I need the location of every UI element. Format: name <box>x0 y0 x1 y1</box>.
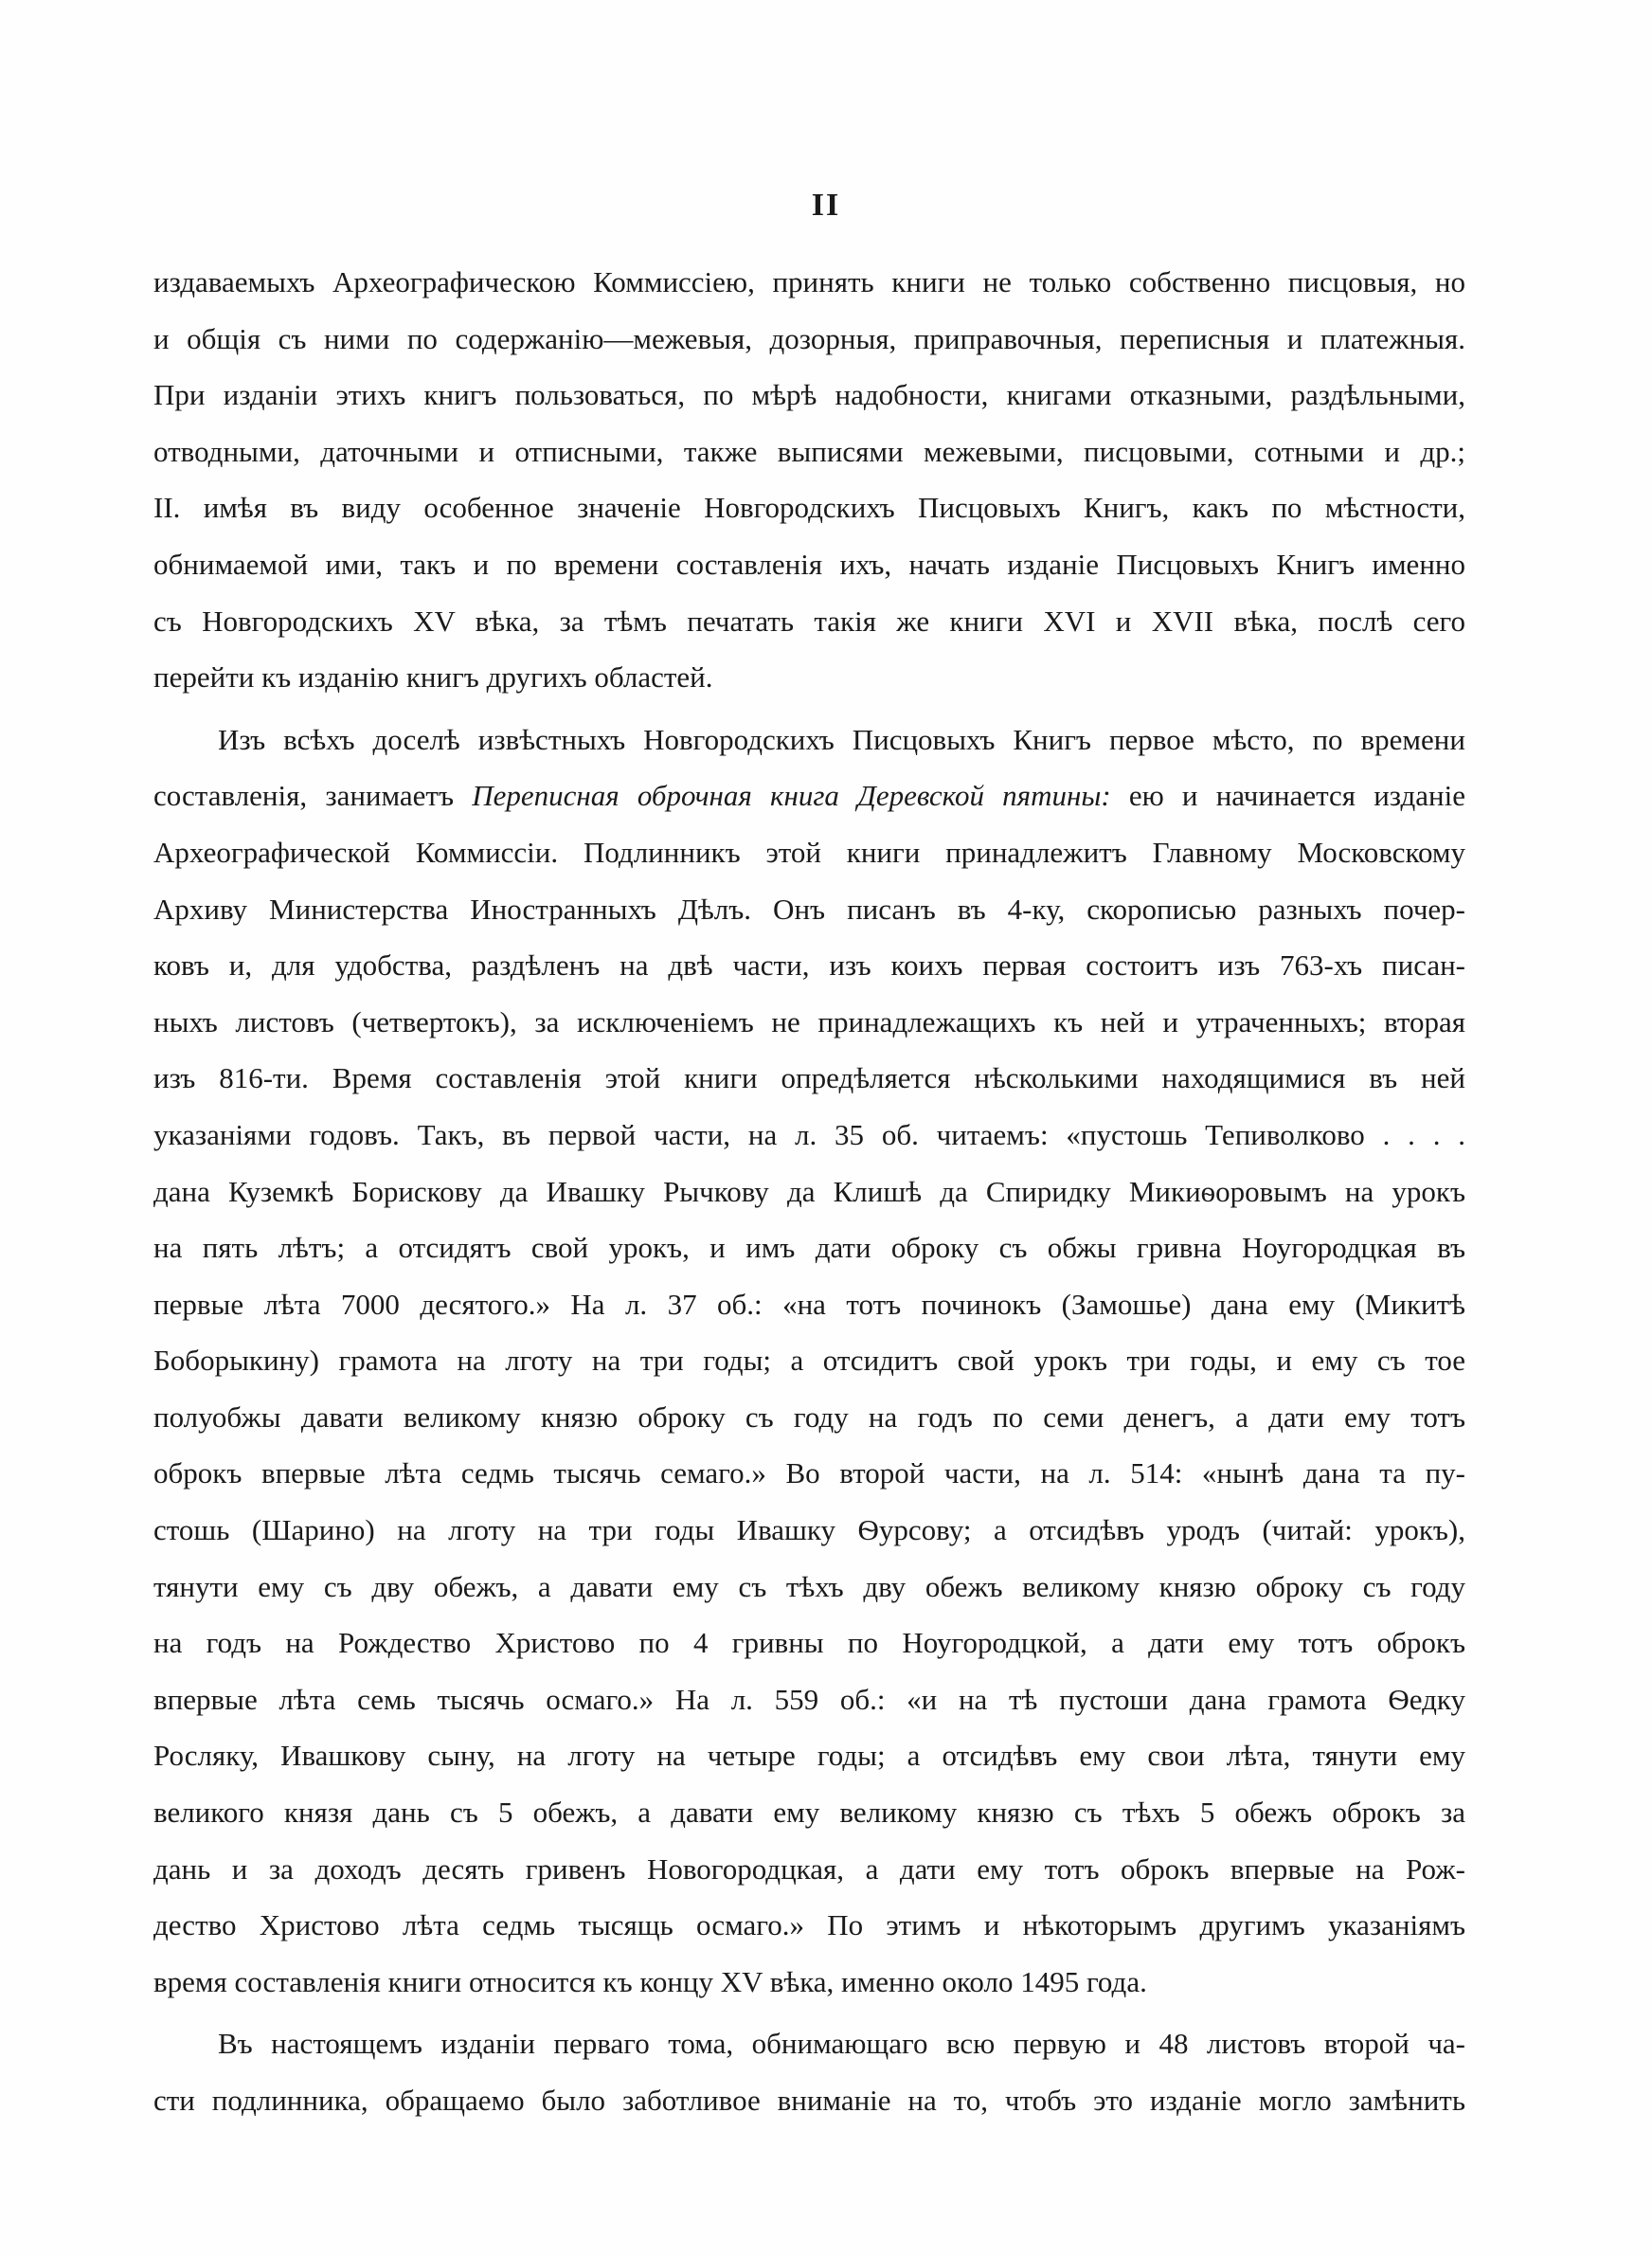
text-line-with-title <box>153 767 1465 824</box>
text-line: ковъ и, для удобства, раздѣленъ на двѣ части, изъ коихъ первая состоитъ изъ 763-хъ писан- <box>153 948 1465 983</box>
text-line: съ Новгородскихъ XV вѣка, за тѣмъ печатать такiя же книги XVI и XVII вѣка, послѣ сего <box>153 604 1465 638</box>
text-line: оброкъ впервые лѣта седмь тысячь семаго.» Во второй части, на л. 514: «нынѣ дана та пу- <box>153 1456 1465 1490</box>
paragraph-3 <box>153 2015 1465 2128</box>
text-line: Архиву Министерства Иностранныхъ Дѣлъ. Онъ писанъ въ 4-ку, скорописью разныхъ почер- <box>153 892 1465 926</box>
page-number: II <box>811 188 841 223</box>
paragraph-1 <box>153 254 1465 706</box>
book-title: Переписная оброчная книга Деревской пятины: <box>472 779 1111 813</box>
text-line: дана Куземкѣ Борискову да Ивашку Рычкову да Клишѣ да Спиридку Микиѳоровымъ на урокъ <box>153 1174 1465 1208</box>
text-line: Боборыкину) грамота на лготу на три годы; а отсидитъ свой урокъ три годы, и ему съ тое <box>153 1344 1465 1378</box>
text-line: Росляку, Ивашкову сыну, на лготу на четыре годы; а отсидѣвъ ему свои лѣта, тянути ему <box>153 1739 1465 1773</box>
text-line: стошь (Шарино) на лготу на три годы Ивашку Ѳурсову; а отсидѣвъ уродъ (читай: урокъ), <box>153 1513 1465 1547</box>
text-line: отводными, даточными и отписными, также выписями межевыми, писцовыми, сотными и др.; <box>153 434 1465 468</box>
text-line: великого князя дань съ 5 обежъ, а давати ему великому князю съ тѣхъ 5 обежъ оброкъ за <box>153 1796 1465 1830</box>
text-line: полуобжы давати великому князю оброку съ году на годъ по семи денегъ, а дати ему тотъ <box>153 1399 1465 1434</box>
body-text <box>153 254 1465 2129</box>
text-line: тянути ему съ дву обежъ, а давати ему съ тѣхъ дву обежъ великому князю оброку съ году <box>153 1569 1465 1603</box>
text-line: При изданiи этихъ книгъ пользоваться, по мѣрѣ надобности, книгами отказными, раздѣльными, <box>153 378 1465 412</box>
text-line: на годъ на Рождество Христово по 4 гривны по Ноугородцкой, а дати ему тотъ оброкъ <box>153 1626 1465 1660</box>
text-line: ныхъ листовъ (четвертокъ), за исключенiемъ не принадлежащихъ къ ней и утраченныхъ; вторая <box>153 1004 1465 1038</box>
text-segment: ею и начинается изданiе <box>1110 779 1465 813</box>
text-segment: составленiя, занимаетъ <box>153 779 473 813</box>
text-line: изъ 816-ти. Время составленiя этой книги опредѣляется нѣсколькими находящимися въ ней <box>153 1061 1465 1095</box>
paragraph-2 <box>153 712 1465 2011</box>
text-line: указанiями годовъ. Такъ, въ первой части, на л. 35 об. читаемъ: «пустошь Тепиволково . . . . <box>153 1117 1465 1151</box>
text-line: перейти къ изданiю книгъ другихъ областей. <box>153 660 713 695</box>
text-line: на пять лѣтъ; а отсидятъ свой урокъ, и имъ дати оброку съ обжы гривна Ноугородцкая въ <box>153 1231 1465 1265</box>
text-line: Археографической Коммиссiи. Подлинникъ этой книги принадлежитъ Главному Московскому <box>153 835 1465 869</box>
text-line: Въ настоящемъ изданiи перваго тома, обнимающаго всю первую и 48 листовъ второй ча- <box>218 2027 1465 2061</box>
text-line: первые лѣта 7000 десятого.» На л. 37 об.: «на тотъ починокъ (Замошье) дана ему (Микитѣ <box>153 1287 1465 1321</box>
text-line: сти подлинника, обращаемо было заботливое вниманiе на то, чтобъ это изданiе могло замѣнить <box>153 2084 1465 2117</box>
text-line: II. имѣя въ виду особенное значенiе Новгородскихъ Писцовыхъ Книгъ, какъ по мѣстности, <box>153 491 1465 525</box>
text-line: Изъ всѣхъ доселѣ извѣстныхъ Новгородскихъ Писцовыхъ Книгъ первое мѣсто, по времени <box>218 722 1465 756</box>
text-line: впервые лѣта семь тысячь осмаго.» На л. 559 об.: «и на тѣ пустоши дана грамота Ѳедку <box>153 1682 1465 1716</box>
text-line: дань и за доходъ десять гривенъ Новогородцкая, а дати ему тотъ оброкъ впервые на Рож- <box>153 1851 1465 1886</box>
text-line: дество Христово лѣта седмь тысящь осмаго.» По этимъ и нѣкоторымъ другимъ указанiямъ <box>153 1908 1465 1942</box>
text-line: издаваемыхъ Археографическою Коммиссiею, принять книги не только собственно писцовыя, но <box>153 265 1465 298</box>
text-line: и общiя съ ними по содержанiю—межевыя, дозорныя, приправочныя, переписныя и платежныя. <box>153 321 1465 355</box>
text-line: время составленiя книги относится къ концу XV вѣка, именно около 1495 года. <box>153 1964 1147 1998</box>
text-line: обнимаемой ими, такъ и по времени составленiя ихъ, начать изданiе Писцовыхъ Книгъ именно <box>153 547 1465 581</box>
